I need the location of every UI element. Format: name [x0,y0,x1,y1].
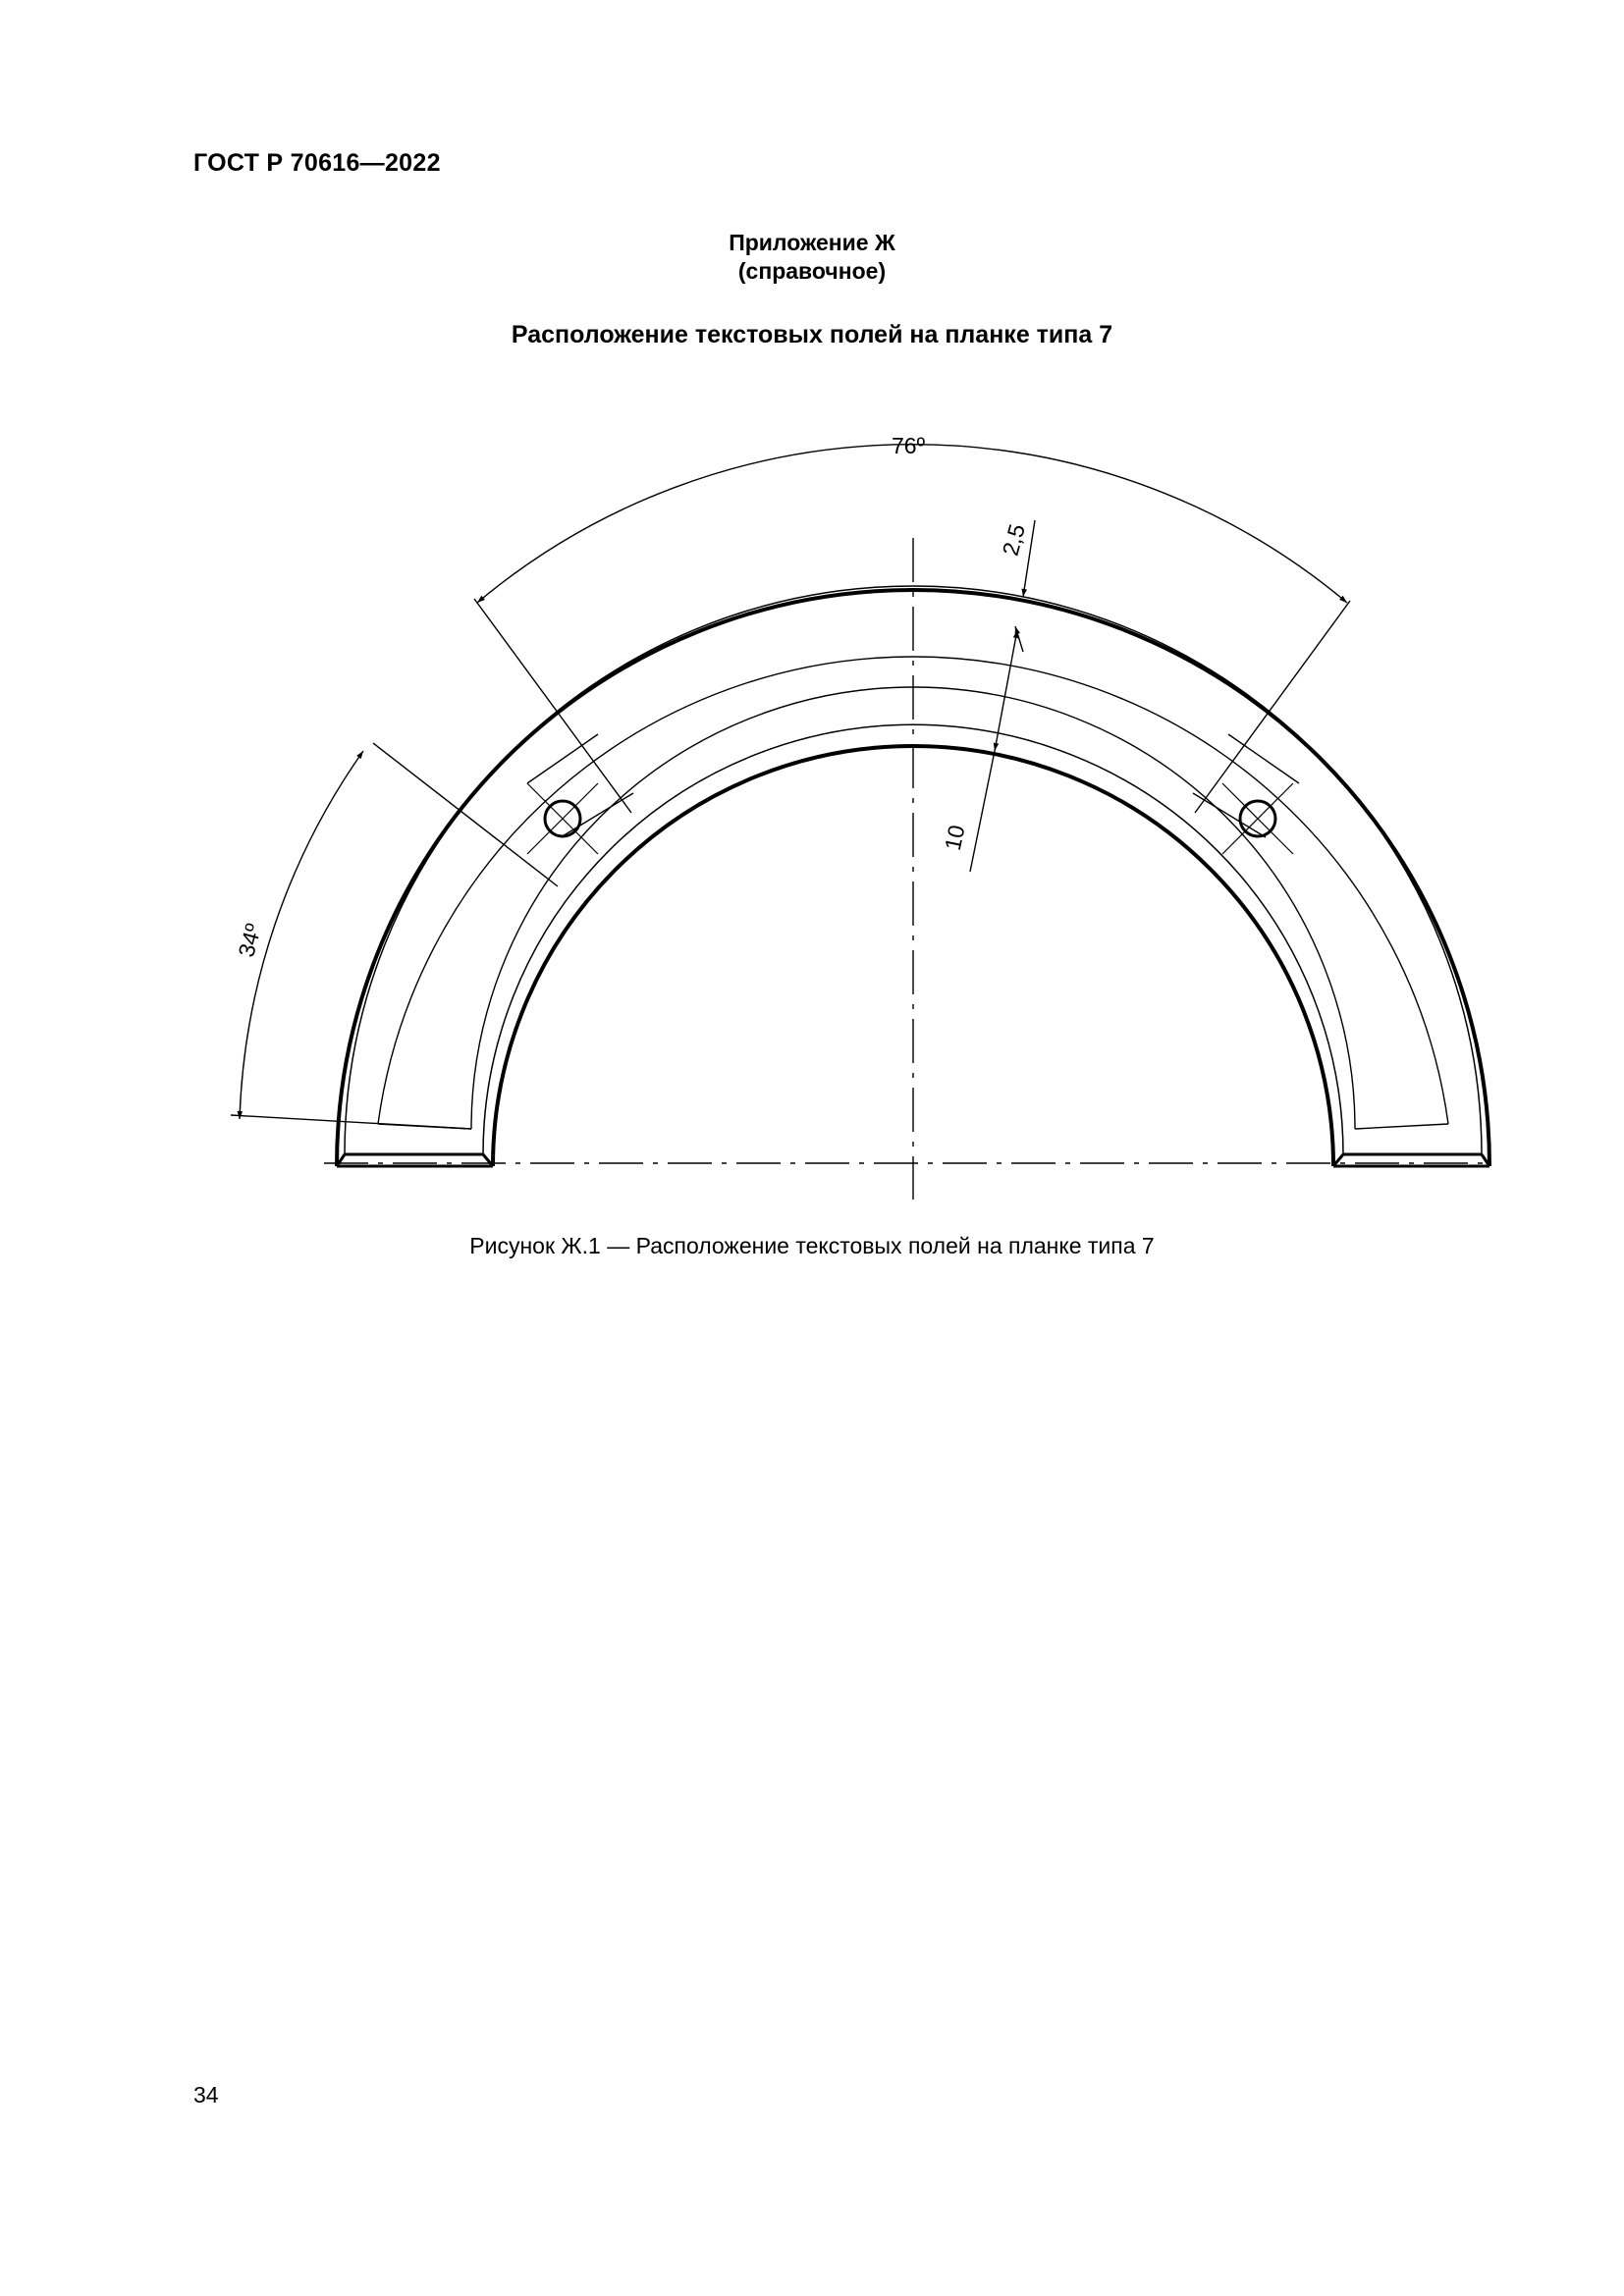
section-heading: Расположение текстовых полей на планке типа 7 [511,321,1113,348]
right-hole [1222,783,1293,854]
angle-34-extension-lines [231,743,558,1129]
page-number: 34 [193,2082,219,2108]
angle-34-label: 34º [233,921,267,960]
standard-code: ГОСТ Р 70616—2022 [193,149,441,177]
angle-76-dimension-arc [477,445,1347,603]
angle-76-extension-lines [474,599,1350,813]
angle-76-label: 76º [892,433,925,458]
left-end-face [337,1154,493,1166]
appendix-title: Приложение Ж [729,230,895,255]
dim-10-line [995,630,1017,751]
figure-caption: Рисунок Ж.1 — Расположение текстовых полей на планке типа 7 [469,1233,1155,1258]
left-hole [527,783,598,854]
appendix-subtitle: (справочное) [737,258,887,284]
dim-10-leader [970,751,995,872]
dim-2-5-label: 2,5 [997,521,1030,559]
dim-2-5-lower-arrow [1015,626,1023,652]
dim-10-label: 10 [939,823,970,853]
right-end-face [1333,1154,1489,1166]
